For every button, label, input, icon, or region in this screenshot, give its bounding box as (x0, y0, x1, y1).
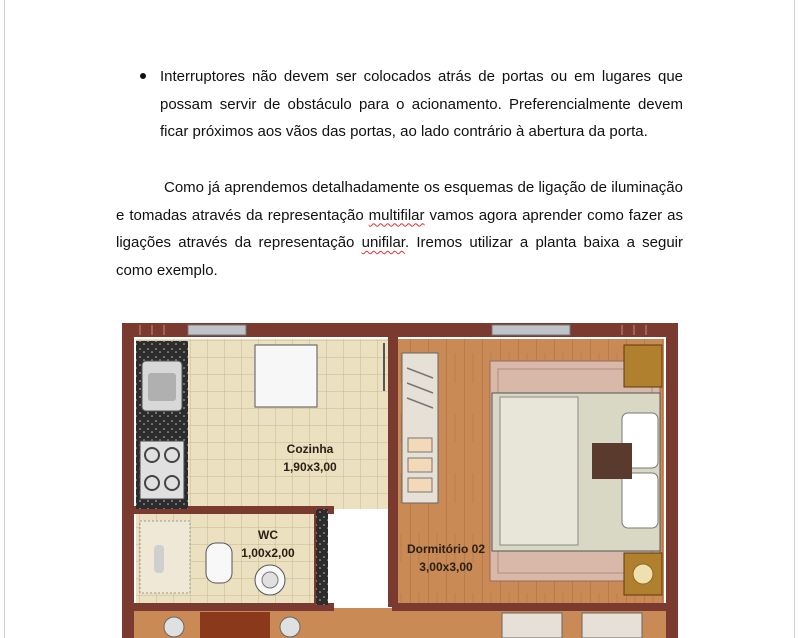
bullet-point (140, 73, 146, 79)
body-paragraph (116, 174, 683, 284)
window-bedroom (492, 325, 570, 335)
nightstand-top (624, 345, 662, 387)
floor-plan-image (122, 323, 678, 638)
window-kitchen (188, 325, 246, 335)
spellcheck-word-multifilar[interactable]: multifilar (368, 206, 425, 224)
kitchen-size: 1,90x3,00 (283, 460, 337, 474)
bedroom-name: Dormitório 02 (406, 542, 486, 556)
wc-size: 1,00x2,00 (241, 546, 295, 560)
para-text-1: Como já aprendemos detalhadamente os esquemas de ligação de iluminação e tomadas através da representação (116, 179, 683, 224)
shower (140, 521, 190, 593)
para-text-3: . Iremos utilizar a planta baixa a seguir como exemplo. (116, 234, 683, 279)
spellcheck-word-unifilar[interactable]: unifilar (361, 234, 405, 251)
refrigerator (255, 345, 317, 407)
table (200, 612, 270, 638)
bullet-paragraph: Interruptores não devem ser colocados atrás de portas ou em lugares que possam servir de obstáculo para o acionamento. Preferencialmente devem ficar próximos aos vãos das portas, ao lado contrário à abertura da porta. (160, 68, 683, 140)
wc-counter (316, 509, 328, 605)
bedroom-size: 3,00x3,00 (419, 560, 473, 574)
toilet (206, 543, 232, 583)
kitchen-name: Cozinha (286, 442, 334, 456)
para-text-2: vamos agora aprender como fazer as ligações através da representação (116, 206, 683, 251)
wc-name: WC (258, 528, 278, 542)
